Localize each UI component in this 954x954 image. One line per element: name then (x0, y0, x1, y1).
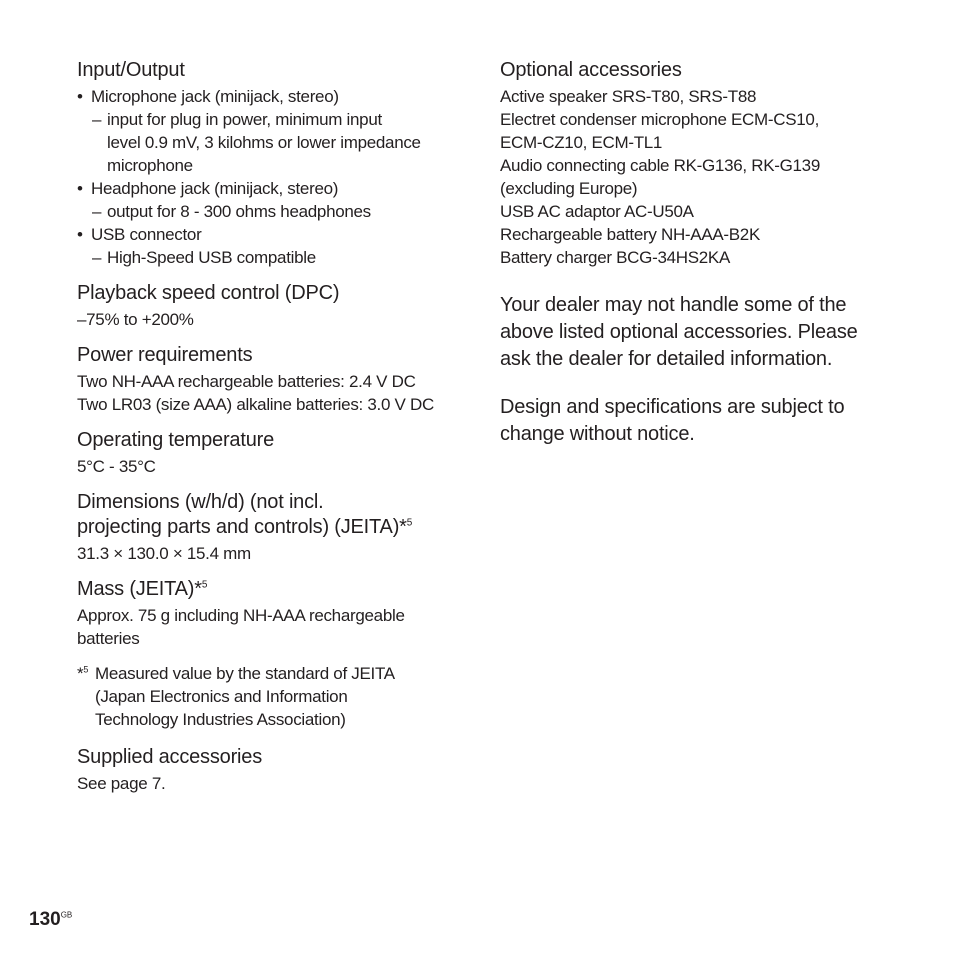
footnote-line: Technology Industries Association) (95, 710, 346, 729)
power-line: Two NH-AAA rechargeable batteries: 2.4 V DC (77, 372, 416, 391)
mass-section (77, 577, 477, 650)
optional-line: Electret condenser microphone ECM-CS10, (500, 110, 820, 129)
supplied-value: See page 7. (77, 774, 166, 793)
optional-line: (excluding Europe) (500, 179, 638, 198)
footnote-line: Measured value by the standard of JEITA (95, 664, 395, 683)
page-suffix: GB (60, 910, 73, 920)
page-number: $130^{GB}$ (29, 909, 73, 930)
design-paragraph: Design and specifications are subject to change without notice. (500, 396, 845, 445)
dimensions-value: 31.3 × 130.0 × 15.4 mm (77, 544, 251, 563)
mass-line: batteries (77, 629, 140, 648)
input-output-list (77, 85, 477, 269)
optional-line: Audio connecting cable RK-G136, RK-G139 (500, 156, 820, 175)
mass-heading: Mass (JEITA)*$^5$ (77, 578, 208, 600)
dealer-paragraph: Your dealer may not handle some of the above listed optional accessories. Please ask the dealer for detailed information. (500, 294, 858, 370)
sub-item: – output for 8 - 300 ohms headphones (92, 202, 371, 221)
dimensions-heading: Dimensions (w/h/d) (not incl. projecting parts and controls) (JEITA)*$^5$ (77, 491, 413, 538)
optional-list (500, 85, 890, 269)
sub-item: level 0.9 mV, 3 kilohms or lower impedance (107, 133, 421, 152)
power-section (77, 343, 477, 416)
list-item: • Headphone jack (minijack, stereo) (77, 177, 477, 200)
input-output-heading: Input/Output (77, 59, 185, 81)
right-column (500, 58, 890, 469)
input-output-section (77, 58, 477, 269)
temperature-section (77, 428, 477, 478)
playback-value: –75% to +200% (77, 310, 194, 329)
footnote (77, 662, 477, 731)
temperature-value: 5°C - 35°C (77, 457, 156, 476)
power-line: Two LR03 (size AAA) alkaline batteries: 3.0 V DC (77, 395, 434, 414)
optional-line: Rechargeable battery NH-AAA-B2K (500, 225, 760, 244)
optional-section (500, 58, 890, 269)
optional-heading: Optional accessories (500, 59, 682, 81)
supplied-section (77, 745, 477, 795)
sub-item: microphone (107, 156, 193, 175)
optional-line: Active speaker SRS-T80, SRS-T88 (500, 87, 757, 106)
optional-line: Battery charger BCG-34HS2KA (500, 248, 730, 267)
footnote-mark: *$^5$ (77, 664, 89, 683)
left-column (77, 58, 477, 807)
footnote-line: (Japan Electronics and Information (95, 687, 348, 706)
mass-line: Approx. 75 g including NH-AAA rechargeable (77, 606, 405, 625)
list-item: • USB connector (77, 223, 477, 246)
sub-item: – High-Speed USB compatible (92, 248, 316, 267)
playback-section (77, 281, 477, 331)
supplied-heading: Supplied accessories (77, 746, 262, 768)
playback-heading: Playback speed control (DPC) (77, 282, 340, 304)
list-item: • Microphone jack (minijack, stereo) (77, 85, 477, 108)
sub-item: – input for plug in power, minimum input (92, 110, 382, 129)
temperature-heading: Operating temperature (77, 429, 275, 451)
optional-line: ECM-CZ10, ECM-TL1 (500, 133, 663, 152)
optional-line: USB AC adaptor AC-U50A (500, 202, 694, 221)
power-heading: Power requirements (77, 344, 253, 366)
dimensions-section (77, 490, 477, 565)
